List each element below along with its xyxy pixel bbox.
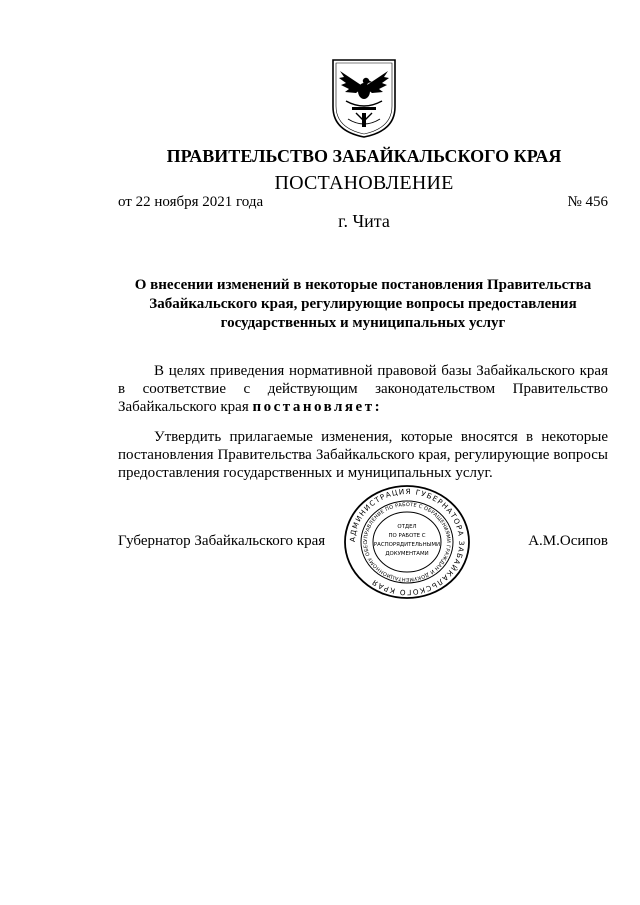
decree-keyword: постановляет [252,399,375,415]
document-number: № 456 [567,194,608,210]
signatory-name: А.М.Осипов [528,533,608,549]
coat-of-arms-emblem [330,57,398,139]
stamp-center-line-2: ПО РАБОТЕ С [388,533,426,539]
signatory-position: Губернатор Забайкальского края [118,533,326,549]
heading-line-3: государственных и муниципальных услуг [220,315,506,331]
paragraph-preamble [118,362,608,416]
stamp-center-line-3: РАСПОРЯДИТЕЛЬНЫМИ [373,542,441,548]
decree-colon: : [374,399,380,415]
document-city: г. Чита [338,211,390,231]
document-date: от 22 ноября 2021 года [118,194,264,210]
heading-line-1: О внесении изменений в некоторые постановления Правительства [134,277,592,293]
preamble-text: В целях приведения нормативной правовой базы Забайкальского края в соответствие с действующим законодательством Правительство Забайкальского края [118,363,608,415]
paragraph-decision [118,428,608,482]
decision-text: Утвердить прилагаемые изменения, которые вносятся в некоторые постановления Правительства Забайкальского края, регулирующие вопросы предоставления государственных и муниципальных услуг. [118,429,608,481]
document-heading [118,276,608,333]
stamp-inner-text: УПРАВЛЕНИЕ ПО РАБОТЕ С ОБРАЩЕНИЯМИ ГРАЖДАН И ДОКУМЕНТАЦИОННОМУ ОБЕС [362,501,452,583]
document-type: ПОСТАНОВЛЕНИЕ [274,172,454,194]
government-title: ПРАВИТЕЛЬСТВО ЗАБАЙКАЛЬСКОГО КРАЯ [166,146,562,166]
heading-line-2: Забайкальского края, регулирующие вопросы предоставления [149,296,577,312]
stamp-center-line-1: ОТДЕЛ [397,524,417,530]
stamp-outer-text: АДМИНИСТРАЦИЯ ГУБЕРНАТОРА ЗАБАЙКАЛЬСКОГО КРАЯ [347,486,467,598]
stamp-center-line-4: ДОКУМЕНТАМИ [385,551,429,557]
official-stamp [342,484,472,600]
